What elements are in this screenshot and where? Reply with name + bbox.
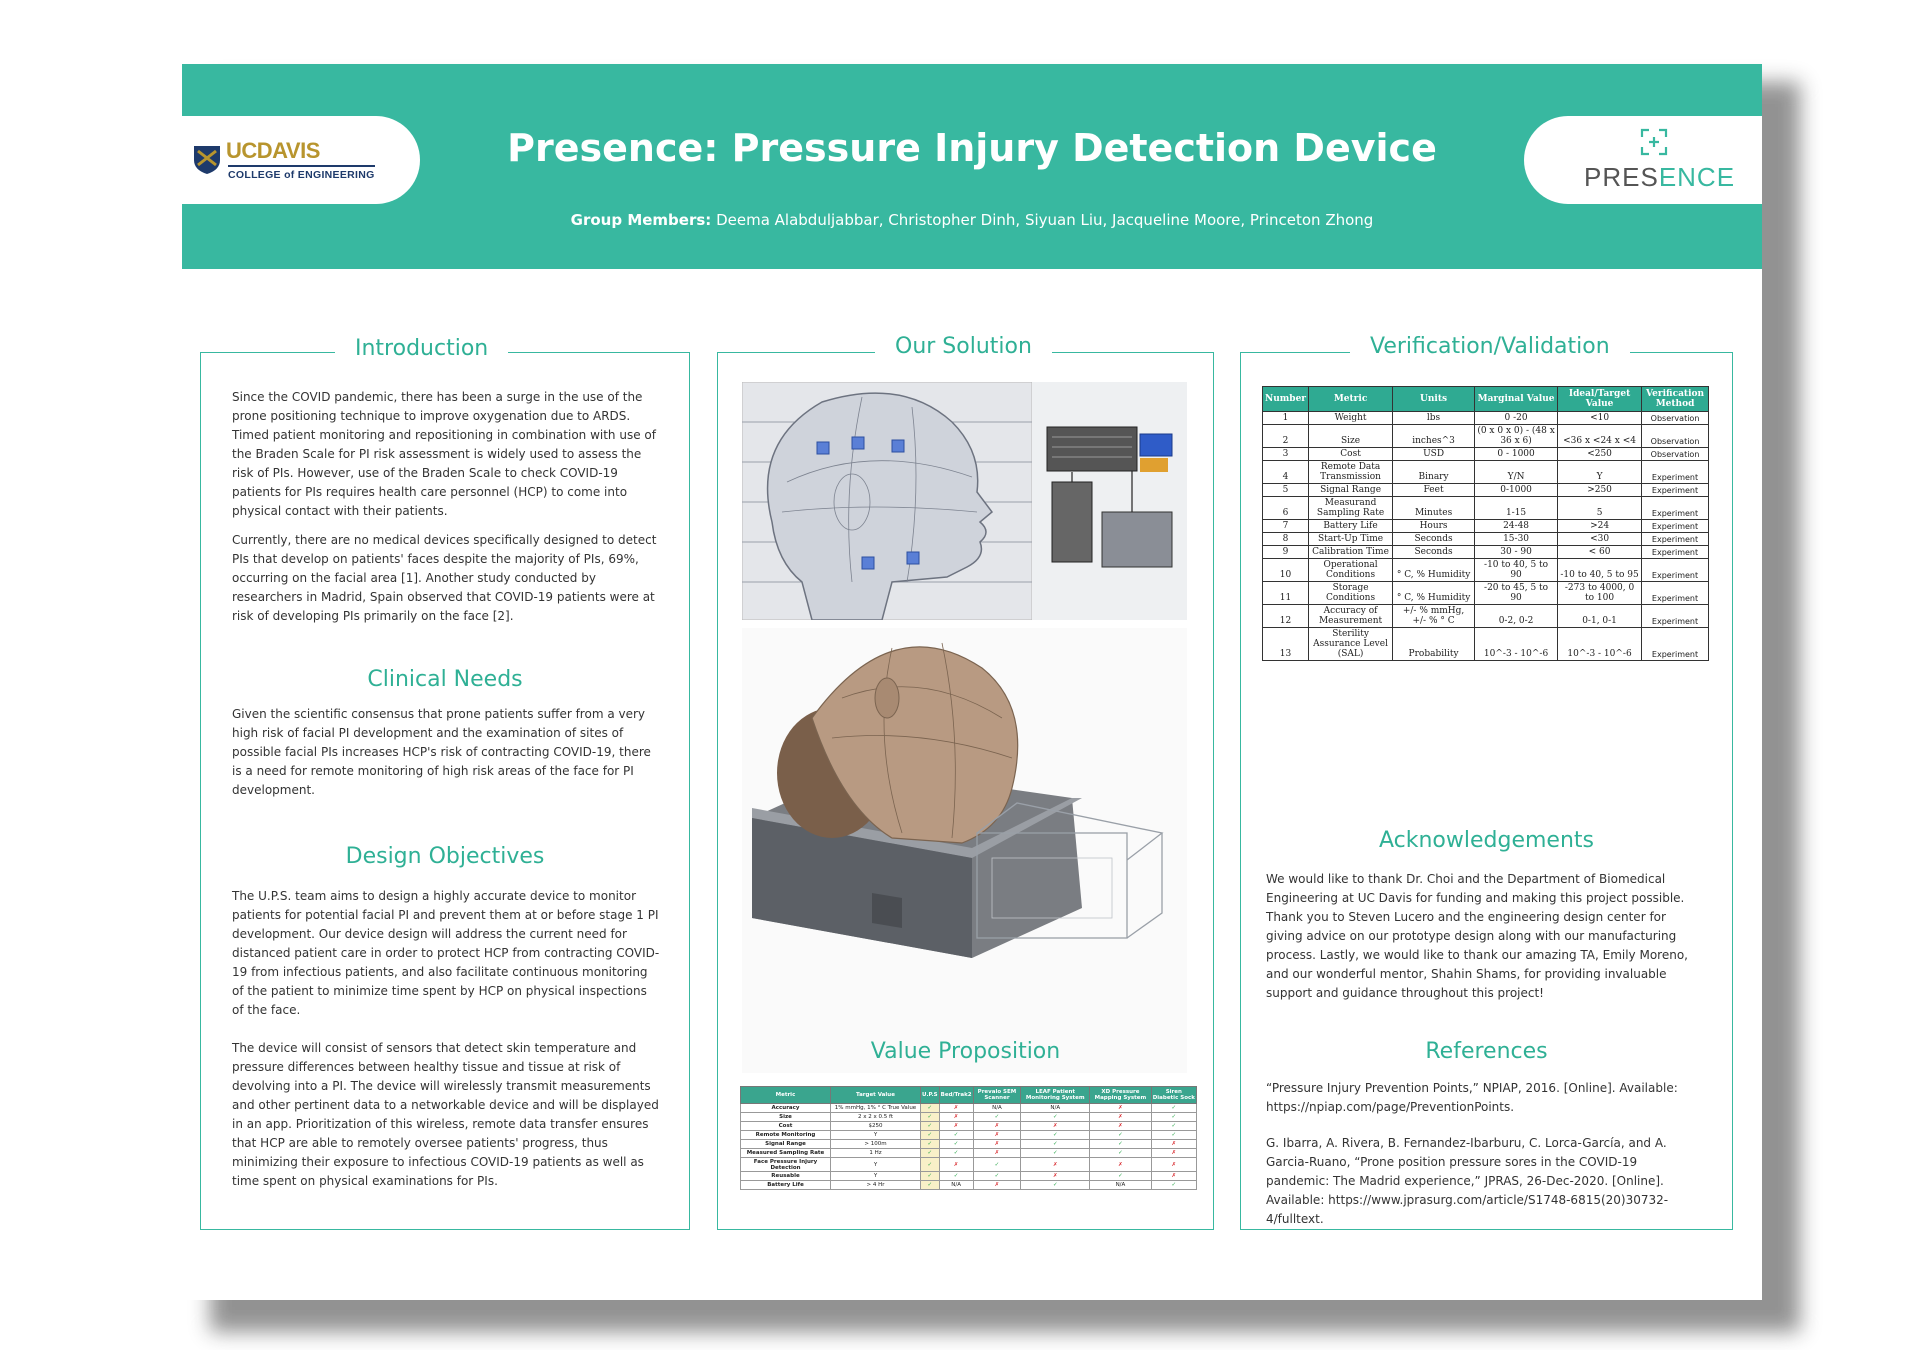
value-cell: ✓ (973, 1113, 1021, 1122)
verification-cell: Battery Life (1309, 520, 1393, 533)
verification-cell: 1 (1263, 412, 1309, 425)
value-cell: ✓ (1021, 1131, 1090, 1140)
value-cell: ✓ (921, 1104, 940, 1113)
verification-cell: Experiment (1642, 484, 1709, 497)
verification-cell: USD (1393, 448, 1475, 461)
verification-cell: Experiment (1642, 520, 1709, 533)
value-cell: ✗ (939, 1113, 973, 1122)
value-cell: ✗ (1090, 1104, 1151, 1113)
presence-logo-text (1584, 162, 1735, 193)
verification-cell: 0-1, 0-1 (1558, 605, 1642, 628)
value-cell: ✓ (1090, 1140, 1151, 1149)
value-cell: > 4 Hr (831, 1181, 921, 1190)
value-cell: ✗ (1090, 1113, 1151, 1122)
verification-cell: Hours (1393, 520, 1475, 533)
verification-cell: 2 (1263, 425, 1309, 448)
verification-cell: 13 (1263, 628, 1309, 661)
verification-cell: Experiment (1642, 497, 1709, 520)
verification-cell: Sterility Assurance Level (SAL) (1309, 628, 1393, 661)
verification-row (1263, 533, 1709, 546)
head-cradle-render (742, 628, 1187, 1073)
acknowledgements-title: Acknowledgements (1378, 828, 1594, 853)
value-cell: ✗ (939, 1122, 973, 1131)
value-cell: Accuracy (741, 1104, 831, 1113)
value-cell: ✗ (1021, 1172, 1090, 1181)
value-header-cell: U.P.S (921, 1087, 940, 1104)
verification-cell: Remote Data Transmission (1309, 461, 1393, 484)
value-cell: ✓ (921, 1149, 940, 1158)
value-cell: ✗ (939, 1104, 973, 1113)
value-cell: ✓ (921, 1181, 940, 1190)
verification-cell: (0 x 0 x 0) - (48 x 36 x 6) (1475, 425, 1558, 448)
verification-cell: <250 (1558, 448, 1642, 461)
verification-cell: Minutes (1393, 497, 1475, 520)
value-cell: ✓ (921, 1140, 940, 1149)
value-row (741, 1140, 1197, 1149)
value-cell: ✓ (921, 1158, 940, 1172)
verification-cell: Probability (1393, 628, 1475, 661)
introduction-title: Introduction (335, 336, 508, 361)
value-cell: ✓ (973, 1158, 1021, 1172)
verification-cell: inches^3 (1393, 425, 1475, 448)
value-cell: Remote Monitoring (741, 1131, 831, 1140)
value-table-header-row (741, 1087, 1197, 1104)
verification-cell: 6 (1263, 497, 1309, 520)
value-cell: 1% mmHg, 1% ° C True Value (831, 1104, 921, 1113)
verification-cell: 11 (1263, 582, 1309, 605)
value-proposition-table (740, 1086, 1197, 1190)
verification-cell: Observation (1642, 448, 1709, 461)
verification-header-cell: Verification Method (1642, 387, 1709, 412)
verification-header-cell: Marginal Value (1475, 387, 1558, 412)
verification-cell: <30 (1558, 533, 1642, 546)
verification-header-cell: Units (1393, 387, 1475, 412)
value-cell: $250 (831, 1122, 921, 1131)
verification-table-body (1263, 412, 1709, 661)
value-row (741, 1122, 1197, 1131)
solution-title: Our Solution (875, 334, 1052, 359)
verification-row (1263, 425, 1709, 448)
value-cell: ✓ (1090, 1172, 1151, 1181)
value-cell: Y (831, 1131, 921, 1140)
value-row (741, 1158, 1197, 1172)
verification-cell: Experiment (1642, 605, 1709, 628)
verification-cell: Measurand Sampling Rate (1309, 497, 1393, 520)
presence-logo (1524, 116, 1762, 204)
value-cell: ✗ (1021, 1122, 1090, 1131)
verification-cell: Experiment (1642, 533, 1709, 546)
value-row (741, 1181, 1197, 1190)
value-header-cell: XD Pressure Mapping System (1090, 1087, 1151, 1104)
verification-cell: -273 to 4000, 0 to 100 (1558, 582, 1642, 605)
value-cell: N/A (1021, 1104, 1090, 1113)
value-cell: ✗ (1090, 1158, 1151, 1172)
verification-cell: -10 to 40, 5 to 95 (1558, 559, 1642, 582)
ucdavis-logo-subtitle: COLLEGE of ENGINEERING (228, 165, 375, 181)
value-cell: > 100m (831, 1140, 921, 1149)
verification-cell: 0-2, 0-2 (1475, 605, 1558, 628)
verification-cell: lbs (1393, 412, 1475, 425)
value-cell: Cost (741, 1122, 831, 1131)
verification-row (1263, 605, 1709, 628)
presence-frame-icon (1640, 128, 1668, 156)
verification-cell: ° C, % Humidity (1393, 559, 1475, 582)
value-cell: Size (741, 1113, 831, 1122)
design-objectives-paragraph-1: The U.P.S. team aims to design a highly accurate device to monitor patients for potential facial PI and prevent them at or before stage 1 PI development. Our device design will address the current need for distanced patient care in order to protect HCP from contracting COVID-19 from infectious patients, and also facilitate continuous monitoring of the patient to minimize time spent by HCP on physical inspections of the face. (232, 889, 660, 1017)
verification-cell: >24 (1558, 520, 1642, 533)
value-cell: ✓ (1090, 1131, 1151, 1140)
verification-cell: Cost (1309, 448, 1393, 461)
value-header-cell: Target Value (831, 1087, 921, 1104)
value-row (741, 1131, 1197, 1140)
verification-cell: 5 (1558, 497, 1642, 520)
verification-cell: <36 x <24 x <4 (1558, 425, 1642, 448)
verification-cell: < 60 (1558, 546, 1642, 559)
value-cell: 1 Hz (831, 1149, 921, 1158)
value-header-cell: Prevalo SEM Scanner (973, 1087, 1021, 1104)
verification-cell: 10^-3 - 10^-6 (1475, 628, 1558, 661)
verification-cell: Feet (1393, 484, 1475, 497)
value-header-cell: LEAF Patient Monitoring System (1021, 1087, 1090, 1104)
value-cell: ✗ (1151, 1158, 1196, 1172)
design-objectives-title: Design Objectives (345, 844, 545, 869)
verification-cell: Experiment (1642, 628, 1709, 661)
value-cell: ✓ (1151, 1122, 1196, 1131)
verification-cell: Signal Range (1309, 484, 1393, 497)
value-cell: ✓ (939, 1149, 973, 1158)
value-row (741, 1113, 1197, 1122)
verification-cell: Y/N (1475, 461, 1558, 484)
verification-cell: Calibration Time (1309, 546, 1393, 559)
value-cell: N/A (939, 1181, 973, 1190)
value-cell: ✓ (939, 1131, 973, 1140)
circuit-board-render (1032, 382, 1187, 620)
value-cell: ✓ (921, 1131, 940, 1140)
value-cell: Measured Sampling Rate (741, 1149, 831, 1158)
group-members-label: Group Members: (570, 211, 712, 229)
verification-cell: Binary (1393, 461, 1475, 484)
value-cell: ✗ (973, 1149, 1021, 1158)
verification-row (1263, 448, 1709, 461)
verification-cell: 12 (1263, 605, 1309, 628)
verification-cell: ° C, % Humidity (1393, 582, 1475, 605)
verification-cell: 5 (1263, 484, 1309, 497)
value-cell: ✓ (921, 1113, 940, 1122)
verification-cell: Observation (1642, 412, 1709, 425)
value-header-cell: Siren Diabetic Sock (1151, 1087, 1196, 1104)
acknowledgements-paragraph: We would like to thank Dr. Choi and the Department of Biomedical Engineering at UC Davis for funding and making this project possible. Thank you to Steven Lucero and the engineering design center for giving advice on our prototype design along with our manufacturing process. Lastly, we would like to thank our amazing TA, Emily Moreno, and our wonderful mentor, Shahin Shams, for providing invaluable support and guidance throughout this project! (1266, 872, 1688, 1000)
value-cell: ✓ (1090, 1149, 1151, 1158)
verification-cell: 0 -20 (1475, 412, 1558, 425)
verification-cell: 4 (1263, 461, 1309, 484)
verification-cell: Storage Conditions (1309, 582, 1393, 605)
group-members-names: Deema Alabduljabbar, Christopher Dinh, Siyuan Liu, Jacqueline Moore, Princeton Zhong (716, 211, 1374, 229)
verification-title: Verification/Validation (1350, 334, 1630, 359)
references-title: References (1425, 1039, 1548, 1064)
value-header-cell: Metric (741, 1087, 831, 1104)
verification-cell: Operational Conditions (1309, 559, 1393, 582)
ucdavis-logo-name: UCDAVIS (226, 138, 320, 163)
verification-cell: Seconds (1393, 546, 1475, 559)
verification-row (1263, 628, 1709, 661)
verification-row (1263, 484, 1709, 497)
verification-cell: Size (1309, 425, 1393, 448)
verification-cell: 1-15 (1475, 497, 1558, 520)
value-cell: Face Pressure Injury Detection (741, 1158, 831, 1172)
value-cell: N/A (973, 1104, 1021, 1113)
value-cell: ✓ (921, 1172, 940, 1181)
value-cell: ✓ (1151, 1113, 1196, 1122)
design-objectives-paragraph-2: The device will consist of sensors that detect skin temperature and pressure differences between healthy tissue and tissue at risk of devolving into a PI. The device will wirelessly transmit measurements and other pertinent data to a networkable device and will be displayed in an app. Prioritization of this wireless, remote data transfer ensures that HCP are able to remotely oversee patients' progress, thus minimizing their exposure to infectious COVID-19 patients as well as time spent on physical examinations for PIs. (232, 1041, 659, 1188)
value-cell: ✗ (973, 1181, 1021, 1190)
value-proposition-title: Value Proposition (870, 1039, 1061, 1064)
poster (182, 64, 1762, 1300)
verification-cell: Weight (1309, 412, 1393, 425)
verification-table (1262, 386, 1709, 661)
verification-cell: 10 (1263, 559, 1309, 582)
verification-cell: +/- % mmHg, +/- % ° C (1393, 605, 1475, 628)
value-cell: ✗ (973, 1131, 1021, 1140)
value-cell: Y (831, 1172, 921, 1181)
value-cell: N/A (1090, 1181, 1151, 1190)
verification-row (1263, 497, 1709, 520)
poster-title: Presence: Pressure Injury Detection Device (507, 126, 1437, 170)
value-cell: ✓ (1021, 1140, 1090, 1149)
verification-cell: 8 (1263, 533, 1309, 546)
presence-logo-text-b: ENCE (1658, 162, 1736, 192)
verification-row (1263, 461, 1709, 484)
verification-cell: -20 to 45, 5 to 90 (1475, 582, 1558, 605)
verification-cell: Experiment (1642, 461, 1709, 484)
group-members (182, 211, 1762, 229)
value-cell: ✓ (1151, 1131, 1196, 1140)
value-cell: ✗ (973, 1140, 1021, 1149)
verification-cell: -10 to 40, 5 to 90 (1475, 559, 1558, 582)
value-cell: ✗ (1021, 1158, 1090, 1172)
value-header-cell: Bed/Trak2 (939, 1087, 973, 1104)
verification-cell: Start-Up Time (1309, 533, 1393, 546)
verification-cell: Accuracy of Measurement (1309, 605, 1393, 628)
verification-cell: 7 (1263, 520, 1309, 533)
verification-cell: >250 (1558, 484, 1642, 497)
verification-row (1263, 412, 1709, 425)
value-cell: ✓ (939, 1140, 973, 1149)
value-cell: ✗ (973, 1122, 1021, 1131)
verification-cell: 30 - 90 (1475, 546, 1558, 559)
verification-cell: 15-30 (1475, 533, 1558, 546)
verification-cell: <10 (1558, 412, 1642, 425)
verification-cell: Experiment (1642, 582, 1709, 605)
value-cell: ✓ (1151, 1104, 1196, 1113)
value-cell: ✓ (973, 1172, 1021, 1181)
value-cell: ✗ (1090, 1122, 1151, 1131)
verification-cell: Experiment (1642, 546, 1709, 559)
value-cell: ✓ (1021, 1149, 1090, 1158)
reference-1: “Pressure Injury Prevention Points,” NPIAP, 2016. [Online]. Available: https://npiap.com/page/PreventionPoints. (1266, 1081, 1678, 1114)
verification-cell: Seconds (1393, 533, 1475, 546)
value-cell: 2 x 2 x 0.5 ft (831, 1113, 921, 1122)
clinical-needs-paragraph: Given the scientific consensus that prone patients suffer from a very high risk of facial PI development and the examination of sites of possible facial PIs increases HCP's risk of contracting COVID-19, there is a need for remote monitoring of high risk areas of the face for PI development. (232, 707, 651, 797)
value-cell: Reusable (741, 1172, 831, 1181)
verification-header-row (1263, 387, 1709, 412)
value-cell: ✓ (1151, 1181, 1196, 1190)
verification-header-cell: Ideal/Target Value (1558, 387, 1642, 412)
reference-2: G. Ibarra, A. Rivera, B. Fernandez-Ibarburu, C. Lorca-García, and A. Garcia-Ruano, “Prone position pressure sores in the COVID-19 pandemic: The Madrid experience,” JPRAS, 26-Dec-2020. [Online]. Available: https://www.jprasurg.com/article/S1748-6815(20)30732-4/fulltext. (1266, 1136, 1669, 1226)
verification-cell: 0-1000 (1475, 484, 1558, 497)
verification-cell: 10^-3 - 10^-6 (1558, 628, 1642, 661)
value-table-body (741, 1104, 1197, 1190)
value-cell: Y (831, 1158, 921, 1172)
value-cell: ✗ (1151, 1149, 1196, 1158)
value-cell: ✗ (1151, 1140, 1196, 1149)
verification-row (1263, 582, 1709, 605)
verification-row (1263, 520, 1709, 533)
verification-cell: 3 (1263, 448, 1309, 461)
verification-cell: Observation (1642, 425, 1709, 448)
verification-header-cell: Metric (1309, 387, 1393, 412)
clinical-needs-title: Clinical Needs (367, 667, 523, 692)
value-cell: Battery Life (741, 1181, 831, 1190)
presence-logo-text-a: PRES (1584, 162, 1659, 192)
value-row (741, 1172, 1197, 1181)
verification-row (1263, 559, 1709, 582)
value-cell: ✓ (1021, 1181, 1090, 1190)
verification-row (1263, 546, 1709, 559)
introduction-paragraph-1: Since the COVID pandemic, there has been a surge in the use of the prone positioning technique to improve oxygenation due to ARDS. Timed patient monitoring and repositioning in combination with use of the Braden Scale for PI risk assessment is widely used to assess the risk of PIs. However, use of the Braden Scale to check COVID-19 patients for PIs requires health care personnel (HCP) to come into physical contact with their patients. (232, 390, 656, 518)
value-row (741, 1149, 1197, 1158)
verification-cell: 9 (1263, 546, 1309, 559)
wireframe-head-render (742, 382, 1032, 620)
verification-cell: Y (1558, 461, 1642, 484)
value-cell: ✓ (939, 1172, 973, 1181)
value-cell: ✓ (1021, 1113, 1090, 1122)
verification-cell: Experiment (1642, 559, 1709, 582)
value-cell: ✗ (939, 1158, 973, 1172)
value-row (741, 1104, 1197, 1113)
poster-header (182, 64, 1762, 269)
value-cell: ✓ (921, 1122, 940, 1131)
value-cell: ✗ (1151, 1172, 1196, 1181)
introduction-paragraph-2: Currently, there are no medical devices specifically designed to detect PIs that develop on patients' faces despite the majority of PIs, 69%, occurring on the facial area [1]. Another study conducted by researchers in Madrid, Spain observed that COVID-19 patients were at risk of developing PIs primarily on the face [2]. (232, 533, 657, 623)
verification-cell: 24-48 (1475, 520, 1558, 533)
verification-header-cell: Number (1263, 387, 1309, 412)
verification-cell: 0 - 1000 (1475, 448, 1558, 461)
value-cell: Signal Range (741, 1140, 831, 1149)
